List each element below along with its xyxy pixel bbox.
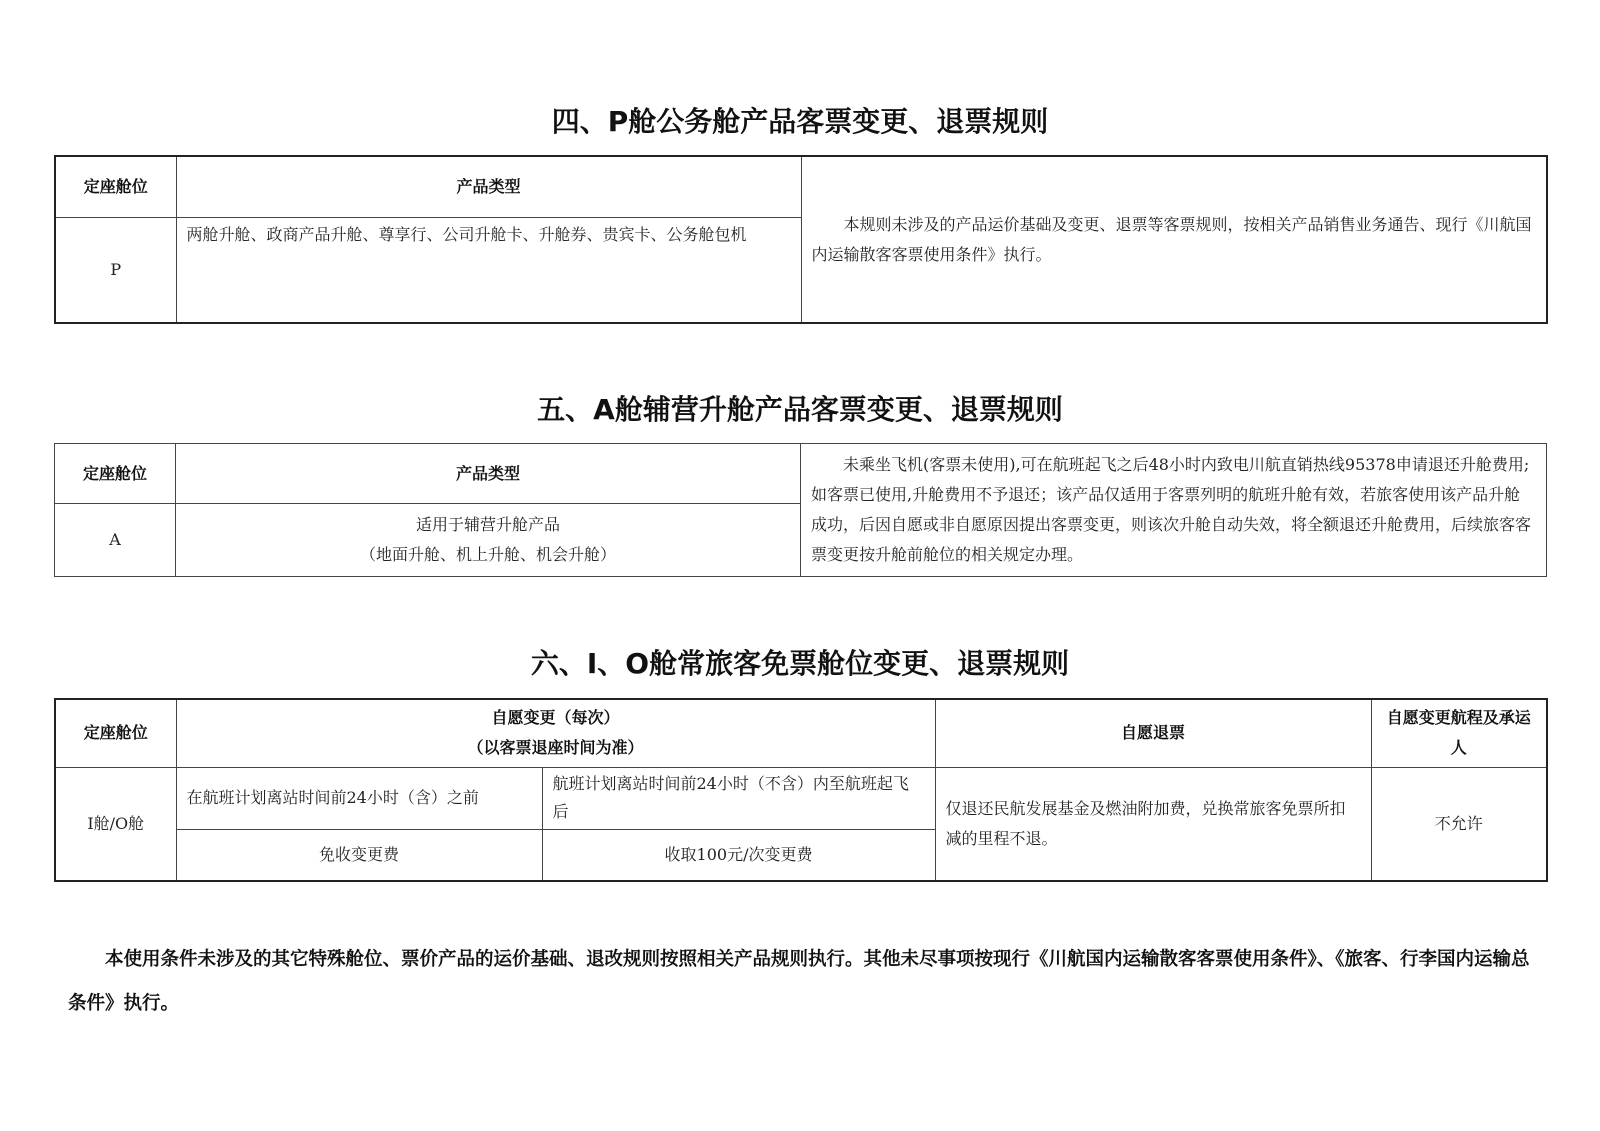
header-change-line-2: （以客票退座时间为准） — [467, 738, 644, 758]
section5-table — [54, 443, 1547, 577]
before-24h-condition: 在航班计划离站时间前24小时（含）之前 — [176, 767, 542, 829]
footer-note: 本使用条件未涉及的其它特殊舱位、票价产品的运价基础、退改规则按照相关产品规则执行。其他未尽事项按现行《川航国内运输散客客票使用条件》、《旅客、行李国内运输总条件》执行。 — [68, 949, 1530, 1014]
within-24h-condition: 航班计划离站时间前24小时（不含）内至航班起飞后 — [542, 767, 935, 829]
section4-title: 四、P舱公务舱产品客票变更、退票规则 — [551, 105, 1049, 138]
product-types — [176, 504, 801, 577]
section5-note: 未乘坐飞机(客票未使用),可在航班起飞之后48小时内致电川航直销热线95378申请退还升舱费用;如客票已使用,升舱费用不予退还；该产品仅适用于客票列明的航班升舱有效，若旅客使用该产品升舱成功，后因自愿或非自愿原因提出客票变更，则该次升舱自动失效，将全额退还升舱费用，后续旅客客票变更按升舱前舱位的相关规定办理。 — [801, 444, 1547, 577]
product-types: 两舱升舱、政商产品升舱、尊享行、公司升舱卡、升舱券、贵宾卡、公务舱包机 — [176, 217, 801, 323]
header-voluntary-change — [176, 699, 935, 767]
product-line-1: 适用于辅营升舱产品 — [415, 515, 560, 534]
header-seat: 定座舱位 — [55, 444, 176, 504]
seat-class: P — [55, 217, 176, 323]
header-seat: 定座舱位 — [55, 156, 176, 217]
section5-title: 五、A舱辅营升舱产品客票变更、退票规则 — [537, 393, 1063, 426]
fee-before-24h: 免收变更费 — [176, 829, 542, 881]
seat-class: A — [55, 504, 176, 577]
seat-class: I舱/O舱 — [55, 767, 176, 881]
header-product-type: 产品类型 — [176, 444, 801, 504]
refund-rule: 仅退还民航发展基金及燃油附加费，兑换常旅客免票所扣减的里程不退。 — [935, 767, 1371, 881]
header-voluntary-refund: 自愿退票 — [935, 699, 1371, 767]
section4-table — [54, 155, 1548, 324]
fee-within-24h: 收取100元/次变更费 — [542, 829, 935, 881]
product-line-2: （地面升舱、机上升舱、机会升舱） — [359, 545, 616, 564]
header-seat: 定座舱位 — [55, 699, 176, 767]
route-change-rule: 不允许 — [1371, 767, 1547, 881]
header-route-carrier: 自愿变更航程及承运人 — [1371, 699, 1547, 767]
section6-title: 六、I、O舱常旅客免票舱位变更、退票规则 — [530, 647, 1070, 680]
section6-table — [54, 698, 1548, 882]
header-change-line-1: 自愿变更（每次） — [491, 708, 620, 728]
header-product-type: 产品类型 — [176, 156, 801, 217]
section4-note: 本规则未涉及的产品运价基础及变更、退票等客票规则，按相关产品销售业务通告、现行《川航国内运输散客客票使用条件》执行。 — [801, 156, 1547, 323]
